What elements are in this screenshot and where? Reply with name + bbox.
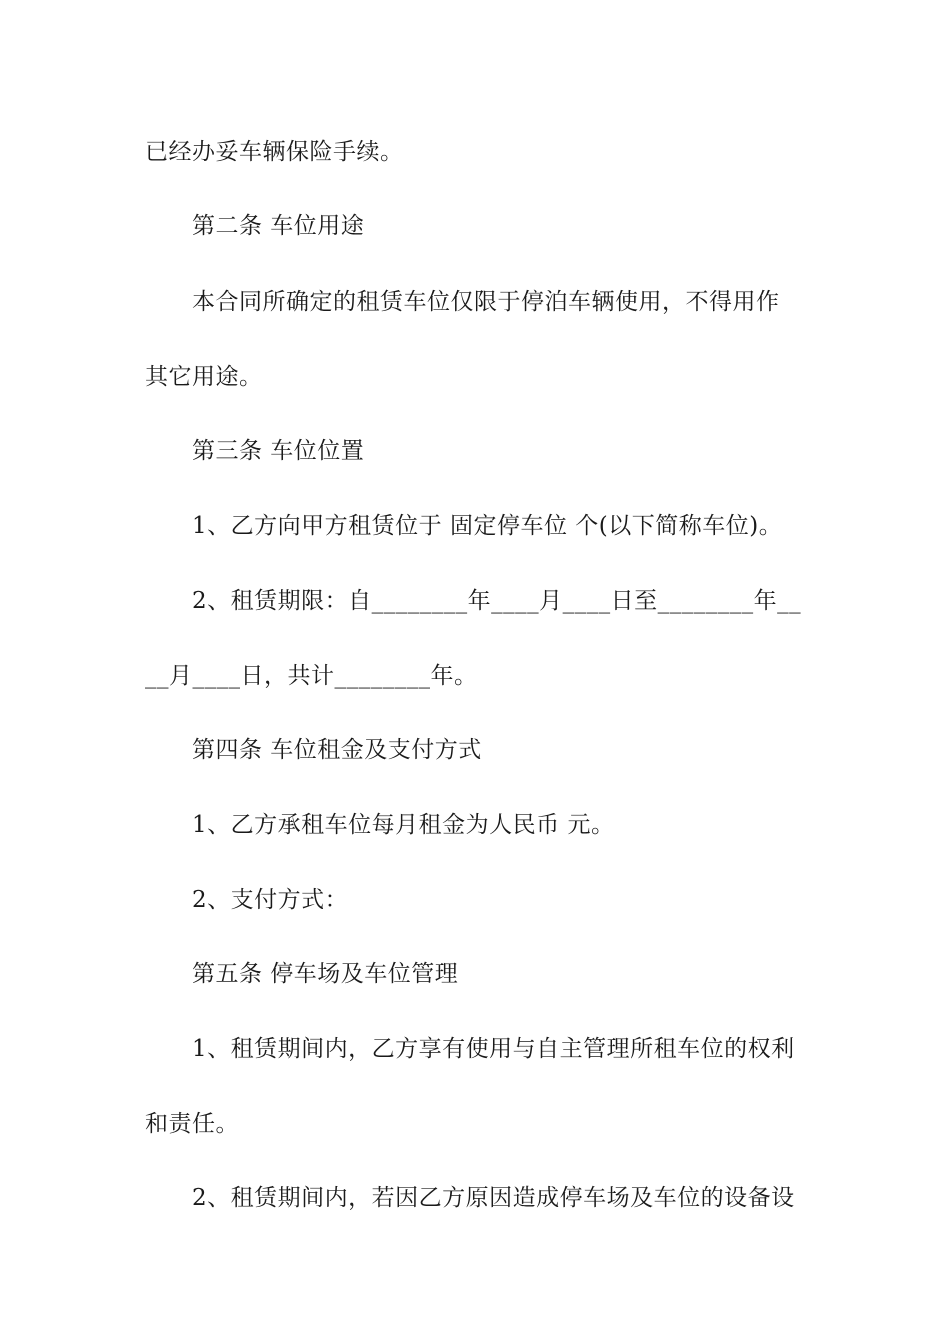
text-line: 1、租赁期间内，乙方享有使用与自主管理所租车位的权利 bbox=[192, 1036, 795, 1062]
text-line: 其它用途。 bbox=[145, 364, 263, 390]
text-line: 1、乙方承租车位每月租金为人民币 元。 bbox=[192, 812, 615, 838]
text-line: 2、支付方式： bbox=[192, 887, 349, 913]
text-line: 1、乙方向甲方租赁位于 固定停车位 个(以下简称车位)。 bbox=[192, 513, 783, 539]
section-heading: 第四条 车位租金及支付方式 bbox=[192, 737, 482, 763]
text-line: __月____日，共计________年。 bbox=[145, 663, 478, 689]
text-line: 本合同所确定的租赁车位仅限于停泊车辆使用，不得用作 bbox=[192, 289, 780, 315]
text-line: 2、租赁期限：自________年____月____日至________年__ bbox=[192, 588, 802, 614]
section-heading: 第三条 车位位置 bbox=[192, 438, 365, 464]
text-line: 已经办妥车辆保险手续。 bbox=[145, 139, 404, 165]
section-heading: 第二条 车位用途 bbox=[192, 213, 365, 239]
section-heading: 第五条 停车场及车位管理 bbox=[192, 961, 459, 987]
text-line: 和责任。 bbox=[145, 1111, 239, 1137]
text-line: 2、租赁期间内，若因乙方原因造成停车场及车位的设备设 bbox=[192, 1185, 795, 1211]
